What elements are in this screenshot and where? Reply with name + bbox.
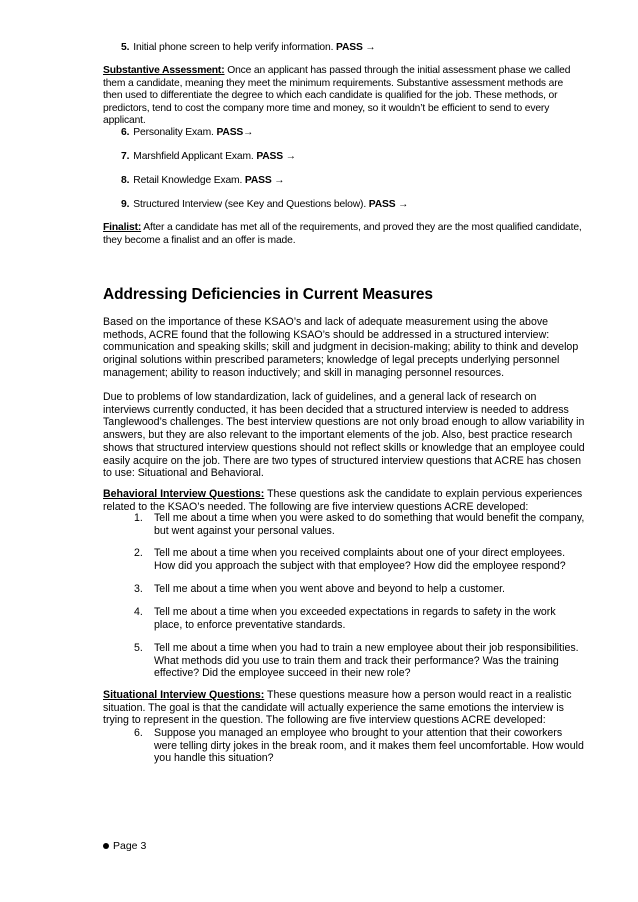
step-number: 6. bbox=[121, 127, 130, 138]
page-number: Page 3 bbox=[113, 840, 147, 852]
question-text: Tell me about a time when you had to train a new employee about their job responsibilities. What methods did you use to train them and track their performance? Was the training effective? Did the employee succeed in their new role? bbox=[154, 642, 579, 680]
question-item bbox=[134, 583, 586, 596]
step-text: Personality Exam. bbox=[133, 127, 214, 138]
finalist-paragraph bbox=[103, 222, 585, 247]
bullet-icon bbox=[103, 843, 109, 849]
step-number: 8. bbox=[121, 175, 130, 186]
situational-intro bbox=[103, 689, 585, 727]
substantive-label: Substantive Assessment: bbox=[103, 65, 225, 76]
question-number: 5. bbox=[134, 642, 143, 654]
step-text: Retail Knowledge Exam. bbox=[133, 175, 243, 186]
behavioral-text: These questions ask the candidate to explain pervious experiences related to the KSAO’s needed. The following are five interview questions ACRE developed: bbox=[103, 488, 583, 513]
question-item bbox=[134, 727, 586, 765]
step-9 bbox=[121, 199, 408, 212]
question-number: 3. bbox=[134, 583, 143, 595]
step-8 bbox=[121, 175, 284, 188]
step-text: Structured Interview (see Key and Questions below). bbox=[133, 199, 367, 210]
pass-label: PASS → bbox=[244, 175, 285, 186]
question-item bbox=[134, 512, 586, 537]
finalist-label: Finalist: bbox=[103, 222, 142, 233]
interview-paragraph: Due to problems of low standardization, lack of guidelines, and a general lack of research on interviews currently conducted, it has been decided that a structured interview is needed to address Tanglewood’s challenges. The best interview questions are not only broad enough to allow variability in answers, but they are also relevant to the important elements of the job. Also, best practice research shows that structured interview questions should not reflect skills or knowledge that an employee could easily acquire on the job. There are two types of structured interview questions that ACRE has chosen to use: Situational and Behavioral. bbox=[103, 391, 585, 480]
question-number: 1. bbox=[134, 512, 143, 524]
substantive-text: Once an applicant has passed through the initial assessment phase we called them a candidate, meaning they meet the minimum requirements. Substantive assessment methods are then used to differentiate the degree to which each candidate is qualified for the job. These methods, or predictors, tend to cost the company more time and money, so it wouldn’t be efficient to send to every applicant. bbox=[103, 65, 571, 127]
question-number: 4. bbox=[134, 606, 143, 618]
step-number: 5. bbox=[121, 42, 130, 53]
situational-label: Situational Interview Questions: bbox=[103, 689, 265, 701]
question-text: Tell me about a time when you exceeded expectations in regards to safety in the work place, to enforce preventative standards. bbox=[154, 606, 556, 631]
step-6 bbox=[121, 127, 253, 140]
question-item bbox=[134, 606, 586, 631]
question-text: Tell me about a time when you were asked to do something that would benefit the company, but went against your personal values. bbox=[154, 512, 585, 537]
section-heading: Addressing Deficiencies in Current Measures bbox=[103, 286, 433, 303]
question-text: Tell me about a time when you received complaints about one of your direct employees. How did you approach the subject with that employee? How did the employee respond? bbox=[154, 547, 566, 572]
pass-label: PASS→ bbox=[216, 127, 254, 138]
finalist-text: After a candidate has met all of the requirements, and proved they are the most qualified candidate, they become a finalist and an offer is made. bbox=[103, 222, 582, 246]
step-7 bbox=[121, 151, 296, 164]
situational-text: These questions measure how a person would react in a realistic situation. The goal is that the candidate will actually experience the same emotions the interview is trying to represent in the question. The following are five interview questions ACRE developed: bbox=[103, 689, 572, 727]
behavioral-label: Behavioral Interview Questions: bbox=[103, 488, 265, 500]
ksao-paragraph: Based on the importance of these KSAO’s and lack of adequate measurement using the above methods, ACRE found that the following KSAO’s should be addressed in a structured interview: communication and speaking skills; skill and judgment in decision-making; ability to think and develop original solutions within prescribed parameters; knowledge of legal precepts underlying personnel management; ability to reason inductively; and skill in managing personnel resources. bbox=[103, 316, 579, 379]
page-footer bbox=[103, 840, 146, 852]
substantive-paragraph bbox=[103, 65, 585, 128]
pass-label: PASS → bbox=[368, 199, 409, 210]
question-text: Tell me about a time when you went above and beyond to help a customer. bbox=[154, 583, 505, 595]
question-item bbox=[134, 642, 586, 680]
behavioral-intro bbox=[103, 488, 585, 513]
step-number: 9. bbox=[121, 199, 130, 210]
question-text: Suppose you managed an employee who brought to your attention that their coworkers were telling dirty jokes in the break room, and it makes them feel uncomfortable. How would you handle this situation? bbox=[154, 727, 584, 765]
step-number: 7. bbox=[121, 151, 130, 162]
question-item bbox=[134, 547, 586, 572]
step-text: Marshfield Applicant Exam. bbox=[133, 151, 254, 162]
step-5 bbox=[121, 42, 376, 55]
pass-label: PASS → bbox=[256, 151, 296, 162]
question-number: 6. bbox=[134, 727, 143, 739]
step-text: Initial phone screen to help verify information. bbox=[133, 42, 334, 53]
pass-label: PASS → bbox=[336, 42, 376, 53]
question-number: 2. bbox=[134, 547, 143, 559]
